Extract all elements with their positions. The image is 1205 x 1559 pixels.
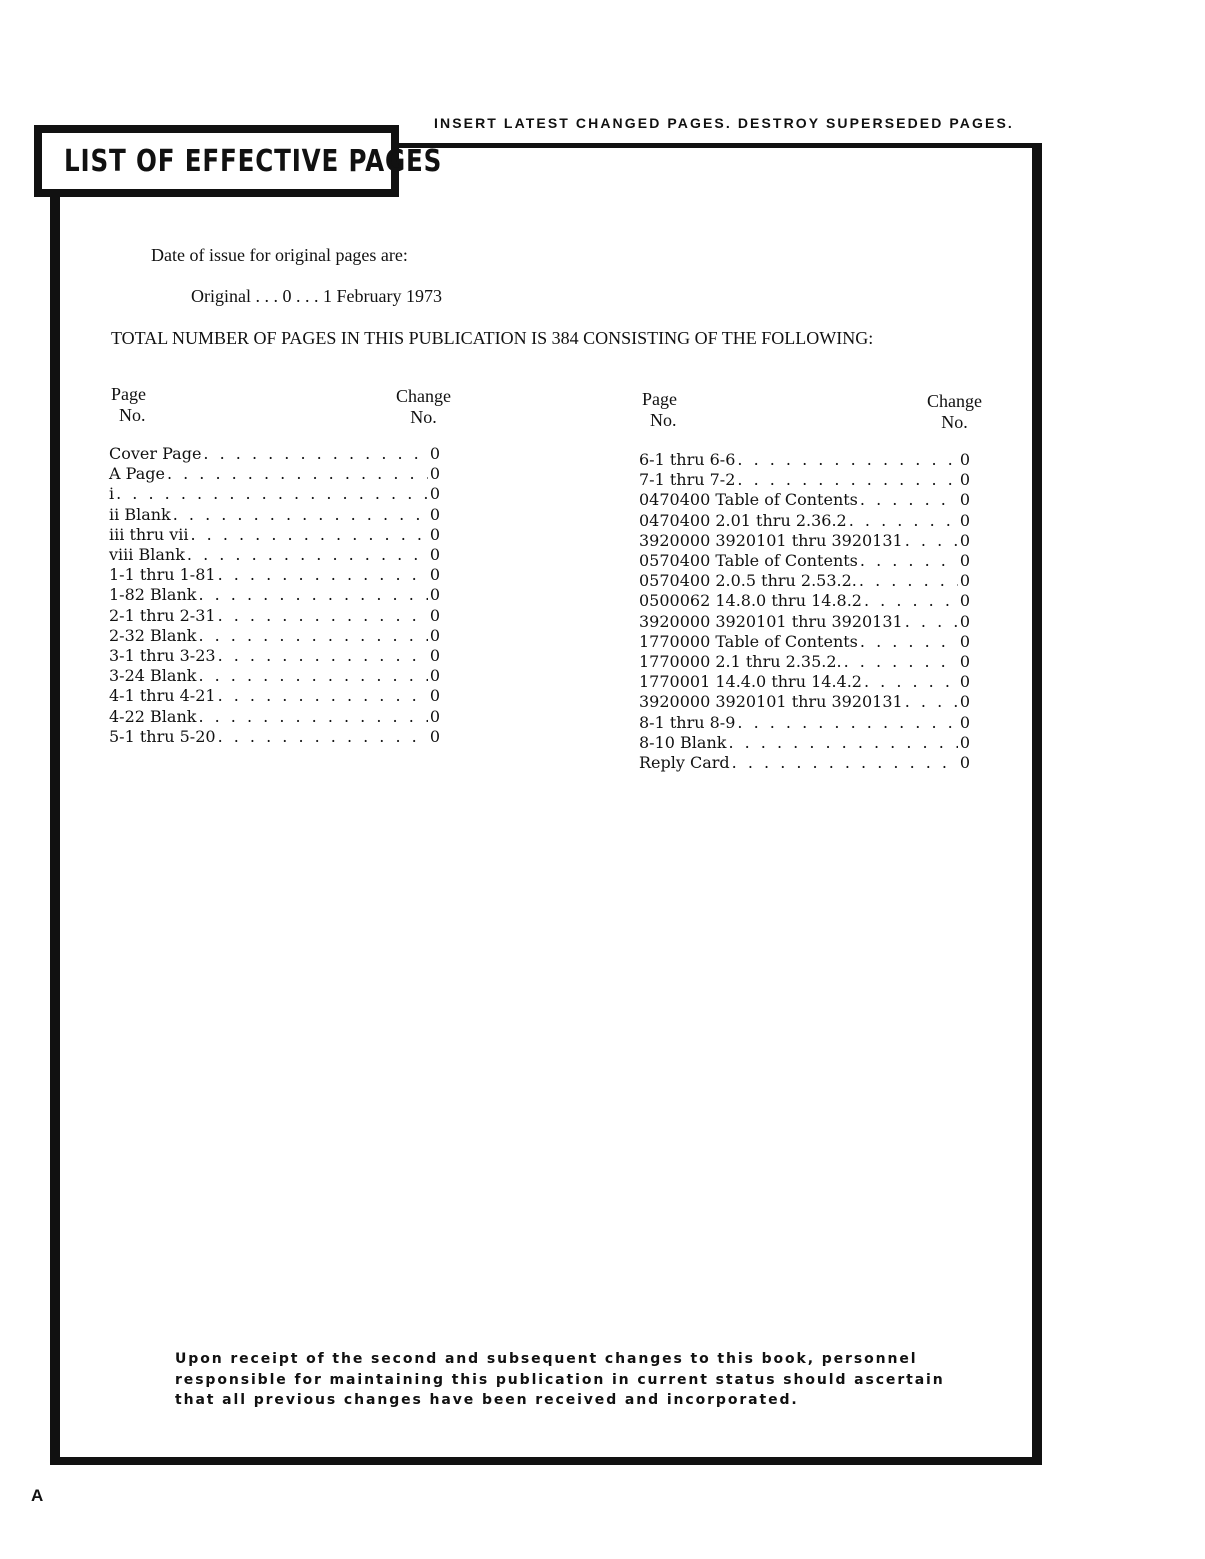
list-item (639, 733, 970, 753)
list-item (109, 464, 440, 484)
page-range: viii Blank (109, 545, 185, 565)
footer-note (175, 1349, 945, 1411)
leader-dots (860, 490, 958, 510)
list-item (109, 484, 440, 504)
list-item (639, 753, 970, 773)
leader-dots (190, 525, 427, 545)
page-range: 0470400 Table of Contents (639, 490, 858, 510)
change-number: 0 (429, 605, 440, 625)
list-item (109, 585, 440, 605)
list-item (639, 612, 970, 632)
page-range: 1-82 Blank (109, 585, 197, 605)
change-number: 0 (429, 646, 440, 666)
page-range: 0570400 2.0.5 thru 2.53.2. (639, 571, 857, 591)
list-item (109, 545, 440, 565)
footer-note-line: that all previous changes have been received and incorporated. (175, 1392, 799, 1408)
page-range: 2-1 thru 2-31 (109, 605, 216, 625)
page-range: 7-1 thru 7-2 (639, 470, 736, 490)
list-item (639, 511, 970, 531)
page-range: ii Blank (109, 504, 171, 524)
change-number: 0 (429, 686, 440, 706)
page-range: Reply Card (639, 753, 730, 773)
leader-dots (198, 707, 427, 727)
change-number: 0 (959, 591, 970, 611)
page-range: 3920000 3920101 thru 3920131 (639, 611, 903, 631)
list-item (109, 666, 440, 686)
list-item (109, 646, 440, 666)
top-instruction: INSERT LATEST CHANGED PAGES. DESTROY SUPERSEDED PAGES. (434, 115, 1014, 131)
change-number: 0 (959, 490, 970, 510)
leader-dots (860, 632, 958, 652)
page-range: 6-1 thru 6-6 (639, 450, 736, 469)
right-change-header (927, 391, 982, 433)
left-page-no-label: No. (119, 405, 146, 425)
list-item (639, 470, 970, 490)
page-range: 1770000 Table of Contents (639, 631, 858, 651)
change-number: 0 (959, 470, 970, 490)
page-range: iii thru vii (109, 524, 189, 544)
right-change-no-label: No. (941, 412, 968, 432)
change-number: 0 (429, 585, 440, 605)
total-pages-line: TOTAL NUMBER OF PAGES IN THIS PUBLICATION IS 384 CONSISTING OF THE FOLLOWING: (111, 328, 874, 348)
list-item (639, 551, 970, 571)
leader-dots (218, 606, 428, 626)
page-range: 0500062 14.8.0 thru 14.8.2 (639, 591, 862, 611)
leader-dots (218, 686, 428, 706)
change-number: 0 (959, 692, 970, 712)
leader-dots (218, 727, 428, 747)
page-range: 3-24 Blank (109, 666, 197, 686)
page-range: 3920000 3920101 thru 3920131 (639, 692, 903, 712)
list-item (639, 531, 970, 551)
left-change-no-label: No. (410, 407, 437, 427)
page-range: 5-1 thru 5-20 (109, 726, 216, 746)
left-page-header-label: Page (111, 384, 146, 404)
leader-dots (116, 484, 428, 504)
leader-dots (218, 646, 428, 666)
list-item (639, 571, 970, 591)
right-change-header-label: Change (927, 391, 982, 411)
list-item (109, 505, 440, 525)
page-range: 1-1 thru 1-81 (109, 565, 216, 585)
list-item (639, 672, 970, 692)
right-page-no-label: No. (650, 410, 677, 430)
change-number: 0 (429, 464, 440, 484)
title-box (34, 125, 443, 197)
change-number: 0 (429, 545, 440, 565)
leader-dots (905, 692, 958, 712)
change-number: 0 (959, 571, 970, 591)
footer-note-line: Upon receipt of the second and subsequent changes to this book, personnel (175, 1351, 918, 1367)
left-page-list (109, 444, 440, 747)
page-range: Cover Page (109, 444, 202, 463)
left-page-header (111, 384, 146, 426)
leader-dots (864, 591, 958, 611)
change-number: 0 (429, 706, 440, 726)
page-range: 4-1 thru 4-21 (109, 686, 216, 706)
leader-dots (864, 672, 958, 692)
page-range: 0470400 2.01 thru 2.36.2 (639, 510, 847, 530)
leader-dots (187, 545, 428, 565)
leader-dots (844, 652, 958, 672)
list-item (639, 490, 970, 510)
change-number: 0 (429, 504, 440, 524)
page-range: A Page (109, 464, 165, 484)
leader-dots (737, 470, 957, 490)
page-range: 8-1 thru 8-9 (639, 712, 736, 732)
title-inner (42, 133, 443, 189)
leader-dots (198, 666, 427, 686)
leader-dots (218, 565, 428, 585)
page-range: 1770000 2.1 thru 2.35.2. (639, 652, 842, 672)
change-number: 0 (429, 666, 440, 686)
leader-dots (860, 551, 958, 571)
leader-dots (732, 753, 958, 773)
change-number: 0 (959, 611, 970, 631)
change-number: 0 (959, 510, 970, 530)
change-number: 0 (429, 444, 440, 463)
list-item (109, 727, 440, 747)
page-title: LIST OF EFFECTIVE PAGES (64, 143, 443, 179)
page-range: 3920000 3920101 thru 3920131 (639, 530, 903, 550)
list-item (639, 652, 970, 672)
change-number: 0 (959, 551, 970, 571)
change-number: 0 (429, 484, 440, 504)
page-range: 2-32 Blank (109, 625, 197, 645)
leader-dots (905, 531, 958, 551)
leader-dots (167, 464, 428, 484)
list-item (109, 444, 440, 464)
list-item (639, 632, 970, 652)
page-range: 3-1 thru 3-23 (109, 646, 216, 666)
list-item (109, 606, 440, 626)
list-item (639, 692, 970, 712)
page-range: 1770001 14.4.0 thru 14.4.2 (639, 672, 862, 692)
change-number: 0 (959, 712, 970, 732)
list-item (109, 565, 440, 585)
leader-dots (198, 626, 427, 646)
change-number: 0 (959, 753, 970, 773)
list-item (109, 525, 440, 545)
page-range: 0570400 Table of Contents (639, 551, 858, 571)
change-number: 0 (959, 732, 970, 752)
change-number: 0 (959, 530, 970, 550)
leader-dots (859, 571, 958, 591)
right-page-list (639, 450, 970, 773)
page-range: i (109, 484, 115, 504)
list-item (639, 450, 970, 470)
list-item (109, 686, 440, 706)
list-item (109, 626, 440, 646)
leader-dots (728, 733, 957, 753)
change-number: 0 (959, 652, 970, 672)
list-item (639, 591, 970, 611)
date-of-issue-label: Date of issue for original pages are: (151, 245, 408, 265)
leader-dots (849, 511, 958, 531)
left-change-header (396, 386, 451, 428)
page-number: A (31, 1486, 44, 1505)
footer-note-line: responsible for maintaining this publication in current status should ascertain (175, 1371, 945, 1388)
leader-dots (198, 585, 427, 605)
change-number: 0 (429, 625, 440, 645)
original-issue-line: Original . . . 0 . . . 1 February 1973 (191, 286, 442, 306)
change-number: 0 (959, 672, 970, 692)
change-number: 0 (429, 565, 440, 585)
leader-dots (905, 612, 958, 632)
leader-dots (737, 450, 957, 470)
list-item (109, 707, 440, 727)
right-page-header (642, 389, 677, 431)
right-page-header-label: Page (642, 389, 677, 409)
left-change-header-label: Change (396, 386, 451, 406)
change-number: 0 (429, 726, 440, 746)
change-number: 0 (959, 450, 970, 469)
change-number: 0 (429, 524, 440, 544)
page-range: 4-22 Blank (109, 706, 197, 726)
leader-dots (173, 505, 428, 525)
leader-dots (737, 713, 957, 733)
page-range: 8-10 Blank (639, 732, 727, 752)
list-item (639, 713, 970, 733)
leader-dots (203, 444, 427, 464)
change-number: 0 (959, 631, 970, 651)
